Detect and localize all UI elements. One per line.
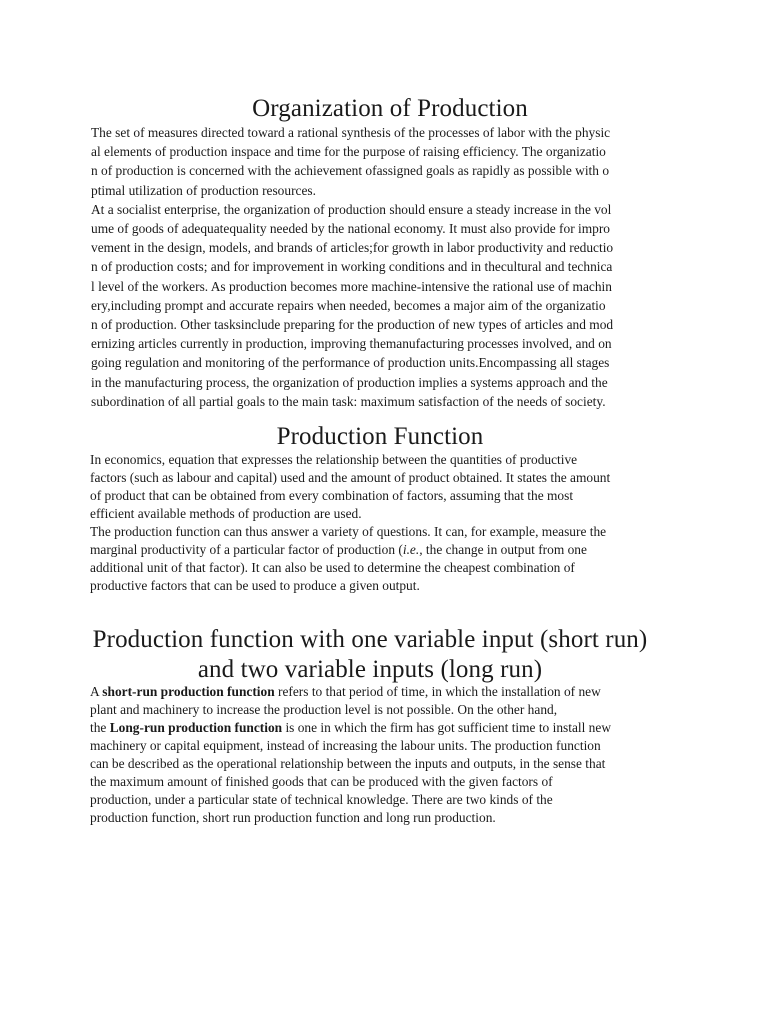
text-line-with-italic	[90, 541, 690, 559]
text-line: ume of goods of adequatequality needed by the national economy. It must also provide for impro	[91, 221, 610, 237]
text-fragment: the	[90, 720, 110, 735]
text-line: al elements of production inspace and time for the purpose of raising efficiency. The organizatio	[91, 144, 606, 160]
text-fragment: refers to that period of time, in which the installation of new	[274, 684, 601, 699]
text-fragment: marginal productivity of a particular factor of production (	[90, 542, 403, 557]
text-line: efficient available methods of production are used.	[90, 506, 362, 521]
text-line-with-bold	[90, 683, 690, 701]
heading-production-function: Production Function	[276, 423, 484, 450]
heading-short-long-run-line2: and two variable inputs (long run)	[197, 656, 543, 683]
paragraph-short-long-run-body	[90, 683, 690, 827]
text-line: subordination of all partial goals to the main task: maximum satisfaction of the needs of society.	[91, 393, 606, 409]
text-line: n of production. Other tasksinclude preparing for the production of new types of articles and mod	[91, 317, 614, 333]
heading-short-long-run-line1: Production function with one variable input (short run)	[92, 626, 648, 653]
heading-organization-of-production: Organization of Production	[252, 95, 528, 122]
section-organization-title-wrap	[90, 94, 690, 124]
text-line: n of production is concerned with the achievement ofassigned goals as rapidly as possible with o	[91, 163, 610, 179]
text-line: l level of the workers. As production becomes more machine-intensive the rational use of machin	[91, 278, 612, 294]
italic-ie: i.e.,	[402, 542, 423, 557]
text-line: production function, short run production function and long run production.	[90, 810, 496, 825]
text-line: The set of measures directed toward a rational synthesis of the processes of labor with the physic	[91, 125, 611, 140]
text-line: production, under a particular state of technical knowledge. There are two kinds of the	[90, 792, 553, 807]
text-line: the maximum amount of finished goods that can be produced with the given factors of	[90, 774, 553, 789]
text-line: in the manufacturing process, the organization of production implies a systems approach and the	[91, 374, 608, 390]
text-line: In economics, equation that expresses the relationship between the quantities of productive	[90, 452, 578, 467]
text-line: going regulation and monitoring of the performance of production units.Encompassing all stages	[91, 355, 610, 371]
section-short-long-run-title-wrap	[90, 625, 650, 685]
paragraph-production-function-body	[90, 451, 690, 595]
text-line: ptimal utilization of production resources.	[91, 182, 316, 198]
text-fragment: A	[90, 684, 103, 699]
text-line: machinery or capital equipment, instead of increasing the labour units. The production function	[90, 738, 601, 753]
text-line: additional unit of that factor). It can also be used to determine the cheapest combination of	[90, 560, 575, 575]
text-line: can be described as the operational relationship between the inputs and outputs, in the sense that	[90, 756, 606, 771]
text-line: ery,including prompt and accurate repairs when needed, becomes a major aim of the organizatio	[91, 297, 606, 313]
bold-short-run-production-function: short-run production function	[102, 684, 275, 699]
text-fragment: is one in which the firm has got sufficient time to install new	[282, 720, 611, 735]
text-fragment: the change in output from one	[422, 542, 587, 557]
text-line: vement in the design, models, and brands of articles;for growth in labor productivity and reductio	[91, 240, 614, 256]
text-line: plant and machinery to increase the production level is not possible. On the other hand,	[90, 702, 558, 717]
text-line: factors (such as labour and capital) used and the amount of product obtained. It states the amount	[90, 470, 611, 485]
text-line: productive factors that can be used to produce a given output.	[90, 578, 420, 593]
text-line: ernizing articles currently in production, improving themanufacturing processes involved, and on	[91, 336, 612, 352]
text-line: of product that can be obtained from every combination of factors, assuming that the most	[90, 488, 574, 503]
paragraph-organization-body	[91, 123, 691, 411]
text-line: n of production costs; and for improvement in working conditions and in thecultural and technica	[91, 259, 613, 275]
text-line: The production function can thus answer a variety of questions. It can, for example, measure the	[90, 524, 607, 539]
section-production-function-title-wrap	[90, 422, 670, 452]
text-line-with-bold	[90, 719, 690, 737]
text-line: At a socialist enterprise, the organization of production should ensure a steady increase in the vol	[91, 201, 612, 217]
bold-long-run-production-function: Long-run production function	[109, 720, 283, 735]
